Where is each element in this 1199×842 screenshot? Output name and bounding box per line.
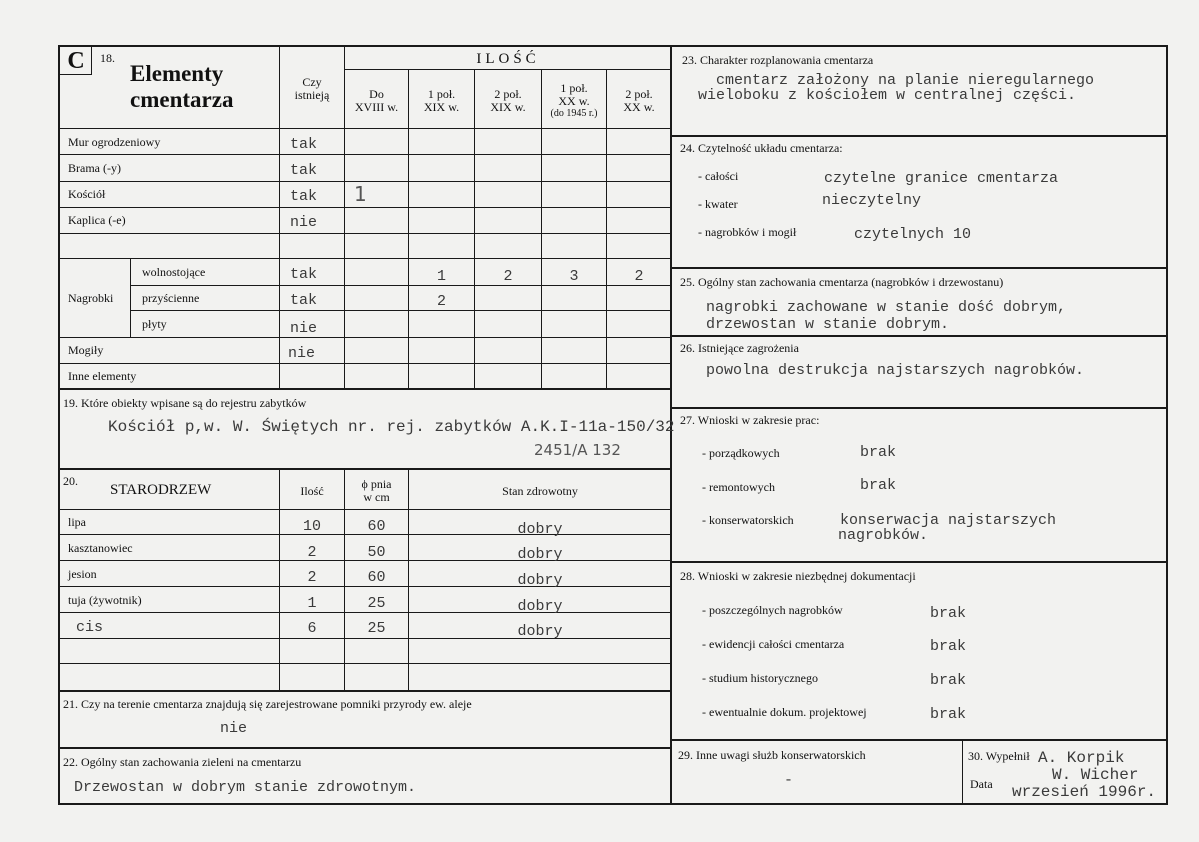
s27-label-remontowych: - remontowych — [702, 480, 775, 494]
element-exists-mur: tak — [290, 136, 318, 153]
tree-health: dobry — [517, 623, 563, 640]
tree-health: dobry — [517, 598, 563, 615]
nagrobki-plyty-label: płyty — [142, 317, 167, 331]
s20-number: 20. — [63, 474, 78, 488]
s29-title: 29. Inne uwagi służb konserwatorskich — [678, 748, 866, 762]
s21-answer: nie — [220, 720, 248, 737]
s23-title: 23. Charakter rozplanowania cmentarza — [682, 53, 874, 67]
period-3-line1: 2 poł. — [494, 87, 522, 101]
period-5-line1: 2 poł. — [625, 87, 653, 101]
element-exists-brama: tak — [290, 162, 318, 179]
tree-diameter: 50 — [367, 544, 386, 561]
nagrobki-wolnostojace-exists: tak — [290, 266, 318, 283]
mogily-label: Mogiły — [68, 343, 104, 357]
mogily-exists: nie — [288, 345, 316, 362]
period-1-line2: XVIII w. — [354, 100, 399, 114]
period-4-line1: 1 poł. — [560, 81, 588, 95]
s26-answer: powolna destrukcja najstarszych nagrobków. — [706, 362, 1085, 379]
element-label-kaplica: Kaplica (-e) — [68, 213, 126, 227]
s20-col-count: Ilość — [300, 484, 324, 498]
s28-label-nagrobkow: - poszczególnych nagrobków — [702, 603, 843, 617]
s30-name1: A. Korpik — [1038, 749, 1125, 767]
col-header-exists-line1: Czy — [302, 75, 322, 89]
s27-label-konserwatorskich: - konserwatorskich — [702, 513, 794, 527]
s30-date-label: Data — [970, 777, 993, 791]
tree-name: tuja (żywotnik) — [68, 593, 142, 607]
s23-line1: cmentarz założony na planie nieregularnego — [716, 72, 1095, 89]
tree-diameter: 60 — [367, 518, 386, 535]
s25-line1: nagrobki zachowane w stanie dość dobrym, — [706, 299, 1067, 316]
s24-value-nagrobkow: czytelnych 10 — [854, 226, 972, 243]
col-header-quantity: ILOŚĆ — [476, 51, 540, 67]
section-title-line1: Elementy — [130, 61, 224, 86]
s28-label-ewidencji: - ewidencji całości cmentarza — [702, 637, 845, 651]
tree-count: 2 — [307, 544, 317, 561]
s27-label-porzadkowych: - porządkowych — [702, 446, 780, 460]
col-header-exists-line2: istnieją — [294, 88, 330, 102]
tree-name: jesion — [68, 567, 97, 581]
tree-health: dobry — [517, 546, 563, 563]
s24-label-nagrobkow: - nagrobków i mogił — [698, 225, 797, 239]
s30-title: 30. Wypełnił — [968, 749, 1030, 763]
tree-count: 6 — [307, 620, 317, 637]
period-1-line1: Do — [369, 87, 384, 101]
s20-title: STARODRZEW — [110, 482, 212, 498]
s25-line2: drzewostan w stanie dobrym. — [706, 316, 950, 333]
s25-title: 25. Ogólny stan zachowania cmentarza (nagrobków i drzewostanu) — [680, 275, 1004, 289]
s24-label-kwater: - kwater — [698, 197, 738, 211]
period-3-line2: XIX w. — [490, 100, 526, 114]
s28-value-nagrobkow: brak — [930, 605, 967, 622]
s30-date: wrzesień 1996r. — [1012, 783, 1157, 801]
s28-value-studium: brak — [930, 672, 967, 689]
form-sheet — [58, 45, 1168, 805]
s26-title: 26. Istniejące zagrożenia — [680, 341, 799, 355]
s30-name2: W. Wicher — [1052, 766, 1139, 784]
s24-title: 24. Czytelność układu cmentarza: — [680, 141, 843, 155]
nagrobki-przyscienne-exists: tak — [290, 292, 318, 309]
tree-diameter: 60 — [367, 569, 386, 586]
element-label-brama: Brama (-y) — [68, 161, 121, 175]
tree-health: dobry — [517, 572, 563, 589]
tree-health: dobry — [517, 521, 563, 538]
tree-count: 1 — [307, 595, 317, 612]
nagrobki-wolnostojace-qty-xx1: 3 — [569, 268, 579, 285]
card-letter: C — [67, 48, 85, 74]
s20-col-health: Stan zdrowotny — [502, 484, 578, 498]
s19-title: 19. Które obiekty wpisane są do rejestru zabytków — [63, 396, 307, 410]
s28-value-ewidencji: brak — [930, 638, 967, 655]
s19-handwritten: 2451/A 132 — [534, 441, 621, 459]
s24-value-kwater: nieczytelny — [822, 192, 922, 209]
s20-col-diameter-line2: w cm — [363, 490, 390, 504]
s27-value-konserwatorskich: konserwacja najstarszych — [840, 512, 1057, 529]
s28-value-projektowej: brak — [930, 706, 967, 723]
section-number: 18. — [100, 51, 115, 65]
element-label-mur: Mur ogrodzeniowy — [68, 135, 161, 149]
period-2-line2: XIX w. — [423, 100, 460, 114]
s28-label-projektowej: - ewentualnie dokum. projektowej — [702, 705, 867, 719]
element-qty-kosciol-xviii: 1 — [354, 182, 367, 206]
s21-title: 21. Czy na terenie cmentarza znajdują się zarejestrowane pomniki przyrody ew. aleje — [63, 697, 472, 711]
s23-line2: wieloboku z kościołem w centralnej części. — [698, 87, 1077, 104]
element-exists-kosciol: tak — [290, 188, 318, 205]
element-exists-kaplica: nie — [290, 214, 318, 231]
tree-diameter: 25 — [367, 620, 386, 637]
nagrobki-przyscienne-label: przyścienne — [142, 291, 200, 305]
tree-count: 2 — [307, 569, 317, 586]
s20-col-diameter-line1: ϕ pnia — [361, 477, 392, 491]
s24-value-calosci: czytelne granice cmentarza — [824, 170, 1059, 187]
s19-text: Kościół p,w. W. Świętych nr. rej. zabytków A.K.I-11a-150/32 — [108, 418, 675, 436]
s24-label-calosci: - całości — [698, 169, 739, 183]
tree-name: lipa — [68, 515, 86, 529]
s27-value-porzadkowych: brak — [860, 444, 897, 461]
s27-value-remontowych: brak — [860, 477, 897, 494]
nagrobki-plyty-exists: nie — [290, 320, 318, 337]
period-4-line3: (do 1945 r.) — [550, 108, 598, 119]
period-5-line2: XX w. — [623, 100, 655, 114]
s28-title: 28. Wnioski w zakresie niezbędnej dokumentacji — [680, 569, 916, 583]
nagrobki-wolnostojace-label: wolnostojące — [142, 265, 206, 279]
nagrobki-wolnostojace-qty-xix2: 2 — [503, 268, 513, 285]
element-label-kosciol: Kościół — [68, 187, 106, 201]
nagrobki-label: Nagrobki — [68, 291, 114, 305]
s29-answer: - — [784, 772, 794, 789]
inne-elementy-label: Inne elementy — [68, 369, 137, 383]
tree-count: 10 — [302, 518, 321, 535]
s27-title: 27. Wnioski w zakresie prac: — [680, 413, 820, 427]
tree-name: kasztanowiec — [68, 541, 133, 555]
s22-title: 22. Ogólny stan zachowania zieleni na cmentarzu — [63, 755, 302, 769]
section-title-line2: cmentarza — [130, 87, 234, 112]
tree-diameter: 25 — [367, 595, 386, 612]
s22-answer: Drzewostan w dobrym stanie zdrowotnym. — [74, 779, 417, 796]
period-4-line2: XX w. — [558, 94, 590, 108]
nagrobki-wolnostojace-qty-xix1: 1 — [436, 268, 446, 285]
nagrobki-przyscienne-qty-xix1: 2 — [436, 293, 446, 310]
s27-value-konserwatorskich-cont: nagrobków. — [838, 527, 929, 544]
tree-name: cis — [76, 619, 104, 636]
period-2-line1: 1 poł. — [427, 87, 456, 101]
s28-label-studium: - studium historycznego — [702, 671, 818, 685]
nagrobki-wolnostojace-qty-xx2: 2 — [634, 268, 644, 285]
